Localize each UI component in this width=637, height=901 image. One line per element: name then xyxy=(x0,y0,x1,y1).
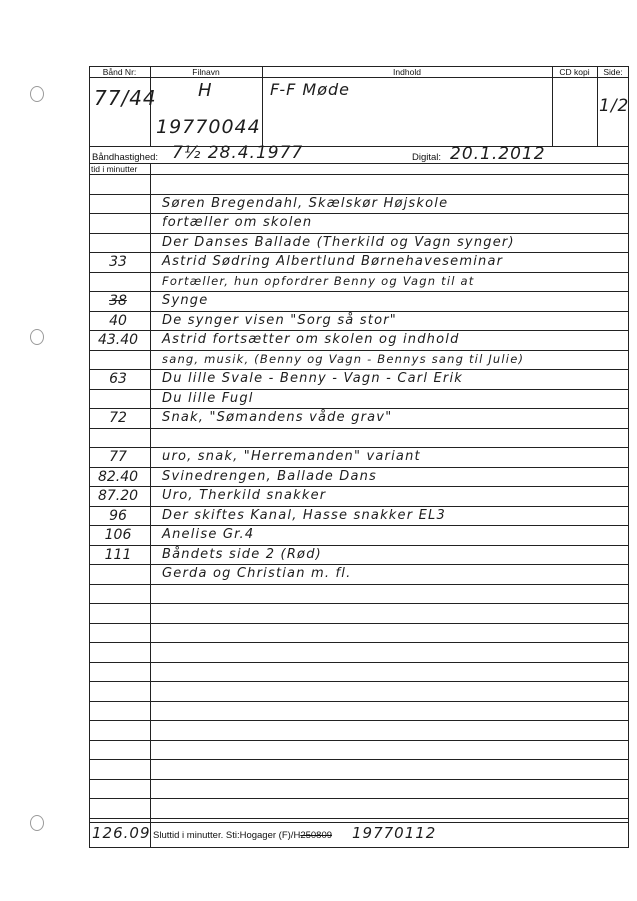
row-line xyxy=(89,818,629,819)
header-band-nr: Bånd Nr: xyxy=(102,67,137,77)
tid-row-divider xyxy=(89,174,629,175)
row-line xyxy=(89,408,629,409)
row-line xyxy=(89,311,629,312)
row-text: Båndets side 2 (Rød) xyxy=(162,547,322,562)
row-line xyxy=(89,213,629,214)
bandhastighed-value: 7½ 28.4.1977 xyxy=(172,143,304,163)
row-line xyxy=(89,701,629,702)
punch-hole-middle xyxy=(30,329,44,345)
row-line xyxy=(89,662,629,663)
row-line xyxy=(89,389,629,390)
row-text: Uro, Therkild snakker xyxy=(162,488,327,503)
row-line xyxy=(89,291,629,292)
header-divider xyxy=(89,77,629,78)
row-time: 38 xyxy=(109,293,127,309)
footer-label-text: Sluttid i minutter. Sti:Hogager (F)/H xyxy=(153,830,301,841)
row-text: Du lille Svale - Benny - Vagn - Carl Erik xyxy=(162,371,463,386)
header-indhold: Indhold xyxy=(393,67,421,77)
row-time: 111 xyxy=(104,547,132,563)
row-line xyxy=(89,603,629,604)
side-value: 1/2 xyxy=(599,96,630,116)
row-line xyxy=(89,233,629,234)
footer-divider xyxy=(89,822,629,823)
row-line xyxy=(89,272,629,273)
row-time: 72 xyxy=(109,410,127,426)
row-text: Du lille Fugl xyxy=(162,391,254,406)
row-line xyxy=(89,798,629,799)
row-time: 43.40 xyxy=(97,332,139,348)
row-line xyxy=(89,330,629,331)
punch-hole-bottom xyxy=(30,815,44,831)
row-line xyxy=(89,467,629,468)
row-line xyxy=(89,428,629,429)
header-side: Side: xyxy=(603,67,623,77)
row-text: Snak, "Sømandens våde grav" xyxy=(162,410,393,425)
row-line xyxy=(89,252,629,253)
row-line xyxy=(89,506,629,507)
row-line xyxy=(89,584,629,585)
row-text: fortæller om skolen xyxy=(162,215,313,230)
row-line xyxy=(89,525,629,526)
row-text: Synge xyxy=(162,293,209,308)
row-time: 77 xyxy=(109,449,127,465)
row-text: Der Danses Ballade (Therkild og Vagn synger) xyxy=(162,235,515,250)
footer-label xyxy=(153,830,332,841)
filnavn-value-letter: H xyxy=(198,80,213,101)
row-text: Gerda og Christian m. fl. xyxy=(162,566,352,581)
indhold-value: F-F Møde xyxy=(270,80,350,99)
title-block-divider xyxy=(89,146,629,147)
band-nr-value: 77/44 xyxy=(94,86,157,110)
header-filnavn: Filnavn xyxy=(192,67,220,77)
row-line xyxy=(89,486,629,487)
speed-row-divider xyxy=(89,163,629,164)
row-text: sang, musik, (Benny og Vagn - Bennys sang til Julie) xyxy=(162,352,525,366)
row-text: De synger visen "Sorg så stor" xyxy=(162,313,397,328)
row-line xyxy=(89,779,629,780)
row-time: 33 xyxy=(109,254,127,270)
bandhastighed-label: Båndhastighed: xyxy=(92,152,159,163)
row-line xyxy=(89,564,629,565)
col-divider-3 xyxy=(552,66,553,146)
row-text: Astrid fortsætter om skolen og indhold xyxy=(162,332,460,347)
row-line xyxy=(89,447,629,448)
tid-label: tid i minutter xyxy=(91,164,138,174)
footer-time: 126.09 xyxy=(92,824,151,842)
row-line xyxy=(89,642,629,643)
footer-handwritten-number: 19770112 xyxy=(352,824,437,842)
row-time: 40 xyxy=(109,313,127,329)
row-text: Søren Bregendahl, Skælskør Højskole xyxy=(162,196,449,211)
row-line xyxy=(89,740,629,741)
row-line xyxy=(89,194,629,195)
digital-value: 20.1.2012 xyxy=(450,144,546,164)
row-time: 96 xyxy=(109,508,127,524)
row-text: Astrid Sødring Albertlund Børnehaveseminar xyxy=(162,254,504,269)
row-line xyxy=(89,720,629,721)
header-cd-kopi: CD kopi xyxy=(559,67,590,77)
row-time: 82.40 xyxy=(97,469,139,485)
row-text: Svinedrengen, Ballade Dans xyxy=(162,469,378,484)
row-line xyxy=(89,681,629,682)
digital-label: Digital: xyxy=(412,152,442,163)
row-line xyxy=(89,350,629,351)
filnavn-value-number: 19770044 xyxy=(156,116,261,138)
footer-struck-number: 250809 xyxy=(300,830,333,841)
row-time: 87.20 xyxy=(97,488,139,504)
row-text: Anelise Gr.4 xyxy=(162,527,255,542)
col-divider-4 xyxy=(597,66,598,146)
row-text: uro, snak, "Herremanden" variant xyxy=(162,449,421,464)
col-divider-2 xyxy=(262,66,263,146)
row-text: Fortæller, hun opfordrer Benny og Vagn til at xyxy=(162,274,475,288)
row-line xyxy=(89,623,629,624)
row-line xyxy=(89,545,629,546)
punch-hole-top xyxy=(30,86,44,102)
row-text: Der skiftes Kanal, Hasse snakker EL3 xyxy=(162,508,446,523)
row-time: 63 xyxy=(109,371,127,387)
row-line xyxy=(89,369,629,370)
row-time: 106 xyxy=(104,527,132,543)
row-line xyxy=(89,759,629,760)
